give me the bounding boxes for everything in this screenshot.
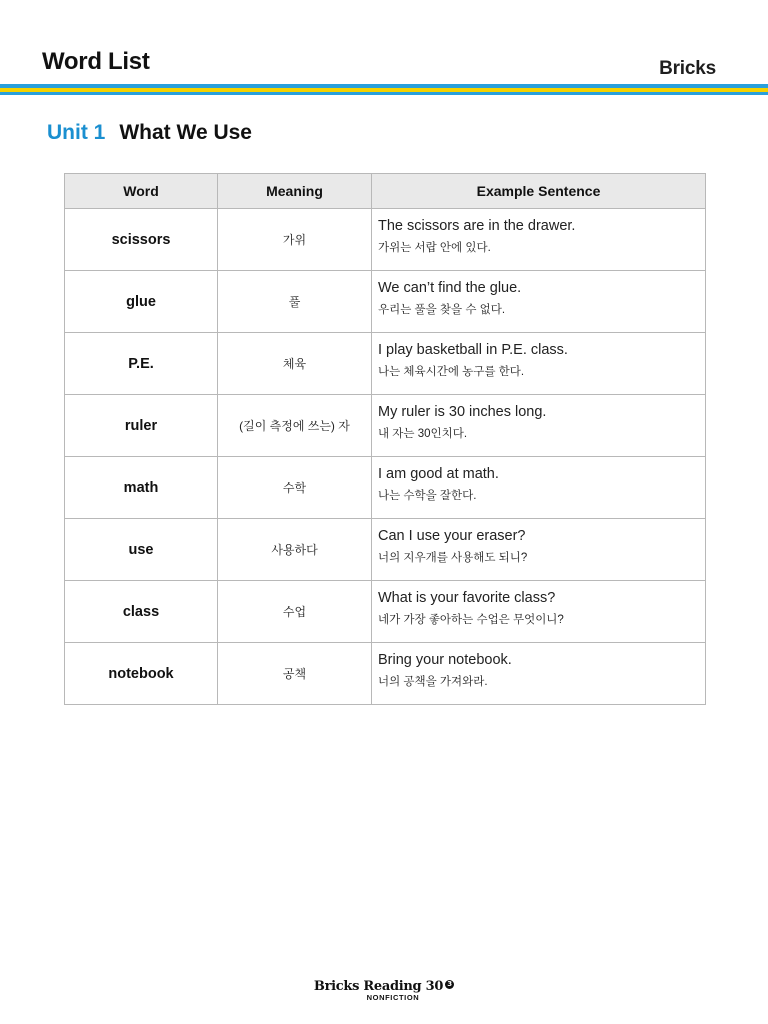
table-row bbox=[65, 457, 706, 519]
meaning-cell: 사용하다 bbox=[218, 519, 372, 581]
unit-heading bbox=[47, 121, 252, 145]
example-korean: 내 자는 30인치다. bbox=[378, 428, 468, 440]
table-row bbox=[65, 271, 706, 333]
example-korean: 가위는 서랍 안에 있다. bbox=[378, 242, 491, 254]
meaning-cell: 공책 bbox=[218, 643, 372, 705]
example-cell bbox=[372, 395, 706, 457]
example-english: The scissors are in the drawer. bbox=[378, 218, 576, 234]
meaning-cell: 수업 bbox=[218, 581, 372, 643]
header-stripe-blue-lower bbox=[0, 92, 768, 95]
word-cell: class bbox=[65, 581, 218, 643]
series-subtitle: NONFICTION bbox=[366, 993, 420, 1002]
example-cell bbox=[372, 333, 706, 395]
example-cell bbox=[372, 581, 706, 643]
level-badge: 3 bbox=[445, 980, 454, 989]
series-title bbox=[314, 979, 454, 994]
word-list-table bbox=[64, 173, 706, 705]
example-cell bbox=[372, 457, 706, 519]
column-header-word: Word bbox=[65, 174, 218, 209]
example-english: Bring your notebook. bbox=[378, 652, 512, 668]
series-volume: 30 bbox=[425, 979, 444, 994]
example-english: We can’t find the glue. bbox=[378, 280, 522, 296]
word-cell: ruler bbox=[65, 395, 218, 457]
example-korean: 너의 공책을 가져와라. bbox=[378, 676, 488, 688]
series-name: Bricks Reading bbox=[313, 979, 422, 994]
example-english: Can I use your eraser? bbox=[378, 528, 526, 544]
example-korean: 너의 지우개를 사용해도 되니? bbox=[378, 552, 528, 564]
column-header-example: Example Sentence bbox=[372, 174, 706, 209]
example-cell bbox=[372, 271, 706, 333]
example-korean: 나는 수학을 잘한다. bbox=[378, 490, 477, 502]
meaning-cell: 가위 bbox=[218, 209, 372, 271]
column-header-meaning: Meaning bbox=[218, 174, 372, 209]
word-cell: notebook bbox=[65, 643, 218, 705]
example-cell bbox=[372, 519, 706, 581]
brand-logo: Bricks bbox=[659, 58, 716, 79]
word-cell: math bbox=[65, 457, 218, 519]
example-english: What is your favorite class? bbox=[378, 590, 556, 606]
table-row bbox=[65, 643, 706, 705]
table-row bbox=[65, 581, 706, 643]
unit-number: Unit 1 bbox=[47, 121, 106, 144]
word-cell: P.E. bbox=[65, 333, 218, 395]
page-title: Word List bbox=[42, 48, 150, 75]
example-english: I am good at math. bbox=[378, 466, 499, 482]
table-row bbox=[65, 395, 706, 457]
meaning-cell: (길이 측정에 쓰는) 자 bbox=[218, 395, 372, 457]
example-cell bbox=[372, 643, 706, 705]
meaning-cell: 풀 bbox=[218, 271, 372, 333]
meaning-cell: 체육 bbox=[218, 333, 372, 395]
example-cell bbox=[372, 209, 706, 271]
word-cell: use bbox=[65, 519, 218, 581]
example-korean: 나는 체육시간에 농구를 한다. bbox=[378, 366, 525, 378]
table-row bbox=[65, 333, 706, 395]
example-korean: 우리는 풀을 찾을 수 없다. bbox=[378, 304, 506, 316]
example-korean: 네가 가장 좋아하는 수업은 무엇이니? bbox=[378, 614, 564, 626]
unit-name: What We Use bbox=[119, 121, 252, 144]
word-cell: glue bbox=[65, 271, 218, 333]
meaning-cell: 수학 bbox=[218, 457, 372, 519]
footer-logo bbox=[0, 977, 768, 1002]
table-header-row bbox=[65, 174, 706, 209]
example-english: I play basketball in P.E. class. bbox=[378, 342, 568, 358]
word-cell: scissors bbox=[65, 209, 218, 271]
example-english: My ruler is 30 inches long. bbox=[378, 404, 547, 420]
table-row bbox=[65, 209, 706, 271]
table-row bbox=[65, 519, 706, 581]
